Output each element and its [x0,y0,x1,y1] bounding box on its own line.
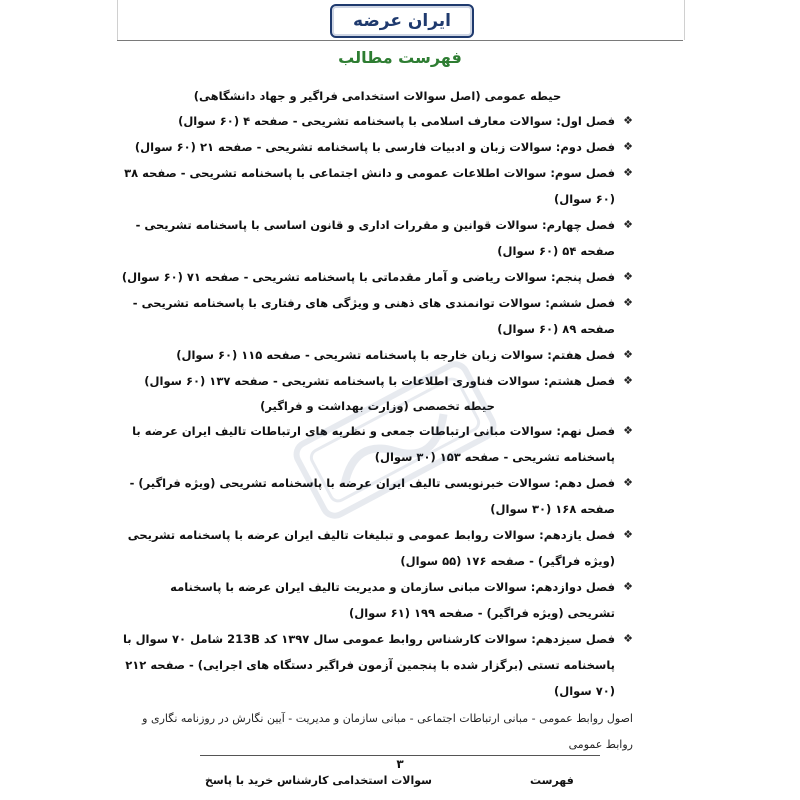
footer-book-title: سوالات استخدامی کارشناس خرید با پاسخ [205,774,432,787]
toc-item[interactable] [120,212,635,264]
toc-item[interactable] [120,134,635,160]
toc-item[interactable] [120,418,635,470]
publisher-logo [330,4,474,38]
toc-item-label: فصل چهارم: سوالات قوانین و مقررات اداری و قانون اساسی با پاسخنامه تشریحی - صفحه ۵۴ (۶۰ سوال) [135,218,615,258]
toc-item[interactable] [120,264,635,290]
toc-item[interactable] [120,290,635,342]
diamond-bullet-icon: ❖ [623,632,633,645]
footer-divider [200,755,600,756]
toc-item-label: فصل سوم: سوالات اطلاعات عمومی و دانش اجتماعی با پاسخنامه تشریحی - صفحه ۳۸ (۶۰ سوال) [124,166,615,206]
toc-item[interactable] [120,160,635,212]
diamond-bullet-icon: ❖ [623,374,633,387]
diamond-bullet-icon: ❖ [623,270,633,283]
toc-item-label: فصل دهم: سوالات خبرنویسی تالیف ایران عرضه با پاسخنامه تشریحی (ویژه فراگیر) - صفحه ۱۶۸ (۳۰ سوال) [129,476,615,516]
toc-item[interactable] [120,626,635,704]
toc-item-label: فصل اول: سوالات معارف اسلامی با پاسخنامه تشریحی - صفحه ۴ (۶۰ سوال) [178,114,615,128]
toc-content [120,84,635,758]
topics-note: اصول روابط عمومی - مبانی ارتباطات اجتماعی - مبانی سازمان و مدیریت - آیین نگارش در روزنامه نگاری و روابط عمومی [142,712,633,751]
diamond-bullet-icon: ❖ [623,166,633,179]
diamond-bullet-icon: ❖ [623,218,633,231]
diamond-bullet-icon: ❖ [623,528,633,541]
header-divider [117,40,683,41]
toc-item[interactable] [120,522,635,574]
toc-item[interactable] [120,574,635,626]
toc-item-label: فصل یازدهم: سوالات روابط عمومی و تبلیغات تالیف ایران عرضه با پاسخنامه تشریحی (ویژه فراگیر) - صفحه ۱۷۶ (۵۵ سوال) [127,528,615,568]
diamond-bullet-icon: ❖ [623,140,633,153]
footer-section-label: فهرست [530,774,574,787]
toc-item[interactable] [120,368,635,394]
toc-item[interactable] [120,108,635,134]
diamond-bullet-icon: ❖ [623,296,633,309]
toc-item-label: فصل سیزدهم: سوالات کارشناس روابط عمومی سال ۱۳۹۷ کد 213B شامل ۷۰ سوال با پاسخنامه تستی (برگزار شده با پنجمین آزمون فراگیر دستگاه های اجرایی) - صفحه ۲۱۲ (۷۰ سوال) [122,632,615,698]
toc-item-label: فصل پنجم: سوالات ریاضی و آمار مقدماتی با پاسخنامه تشریحی - صفحه ۷۱ (۶۰ سوال) [121,270,615,284]
toc-item-label: فصل ششم: سوالات توانمندی های ذهنی و ویژگی های رفتاری با پاسخنامه تشریحی - صفحه ۸۹ (۶۰ سوال) [132,296,615,336]
toc-item-label: فصل دوم: سوالات زبان و ادبیات فارسی با پاسخنامه تشریحی - صفحه ۲۱ (۶۰ سوال) [134,140,615,154]
diamond-bullet-icon: ❖ [623,348,633,361]
section-heading-specialized: حیطه تخصصی (وزارت بهداشت و فراگیر) [260,399,495,413]
toc-item[interactable] [120,470,635,522]
page-title: فهرست مطالب [338,48,462,67]
toc-item[interactable] [120,342,635,368]
diamond-bullet-icon: ❖ [623,476,633,489]
toc-item-label: فصل نهم: سوالات مبانی ارتباطات جمعی و نظریه های ارتباطات تالیف ایران عرضه با پاسخنامه تشریحی - صفحه ۱۵۳ (۳۰ سوال) [132,424,615,464]
logo-text: ایران عرضه [353,11,451,31]
toc-item-label: فصل هفتم: سوالات زبان خارجه با پاسخنامه تشریحی - صفحه ۱۱۵ (۶۰ سوال) [176,348,615,362]
diamond-bullet-icon: ❖ [623,114,633,127]
page-number: ۳ [396,757,404,771]
section-heading-general: حیطه عمومی (اصل سوالات استخدامی فراگیر و جهاد دانشگاهی) [193,89,562,103]
toc-item-label: فصل دوازدهم: سوالات مبانی سازمان و مدیریت تالیف ایران عرضه با پاسخنامه تشریحی (ویژه فراگیر) - صفحه ۱۹۹ (۶۱ سوال) [170,580,615,620]
diamond-bullet-icon: ❖ [623,424,633,437]
diamond-bullet-icon: ❖ [623,580,633,593]
toc-item-label: فصل هشتم: سوالات فناوری اطلاعات با پاسخنامه تشریحی - صفحه ۱۳۷ (۶۰ سوال) [144,374,615,388]
